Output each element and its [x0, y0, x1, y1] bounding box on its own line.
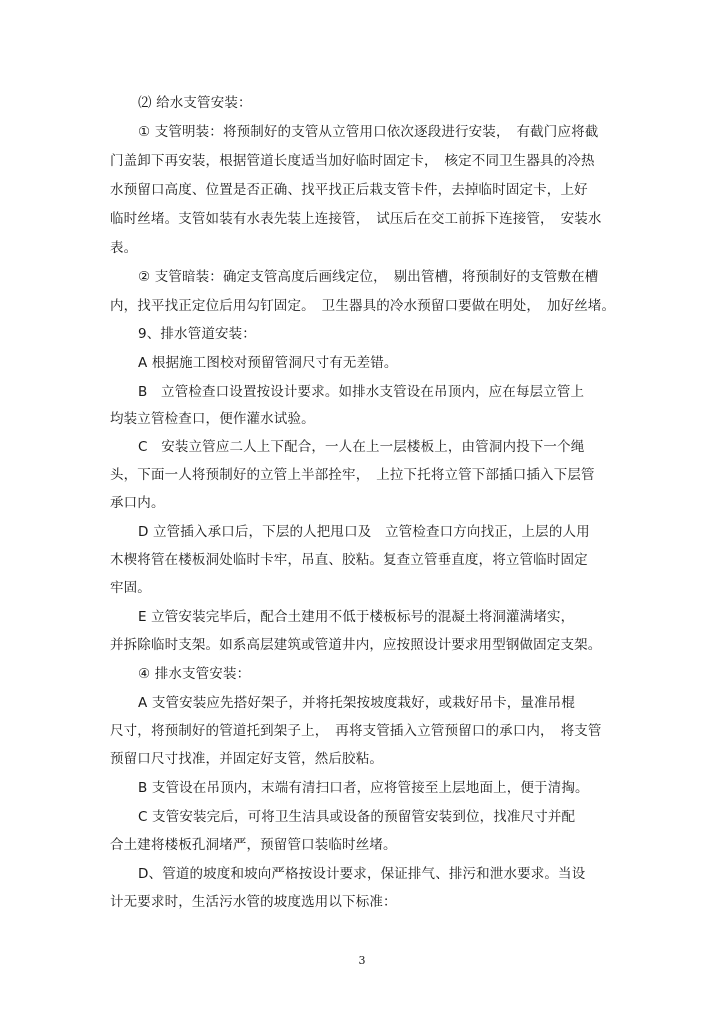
text-line: 临时丝堵。支管如装有水表先装上连接管， 试压后在交工前拆下连接管， 安装水	[110, 211, 602, 227]
text-line: C 支管安装完后，可将卫生洁具或设备的预留管安装到位，找准尺寸并配	[138, 809, 576, 825]
text-line: D 立管插入承口后，下层的人把甩口及 立管检查口方向找正，上层的人用	[138, 524, 590, 540]
text-line: B 立管检查口设置按设计要求。如排水支管设在吊顶内，应在每层立管上	[138, 384, 585, 400]
text-line: 水预留口高度、位置是否正确、找平找正后栽支管卡件，去掉临时固定卡，上好	[110, 182, 588, 198]
text-line: 表。	[110, 240, 138, 256]
section-heading: ④ 排水支管安装：	[138, 666, 251, 682]
text-line: A 支管安装应先搭好架子，并将托架按坡度栽好，或栽好吊卡，量准吊棍	[138, 695, 575, 711]
text-line: ① 支管明装：将预制好的支管从立管用口依次逐段进行安装， 有截门应将截	[138, 124, 599, 140]
text-line: 并拆除临时支架。如系高层建筑或管道井内，应按照设计要求用型钢做固定支架。	[110, 637, 602, 653]
text-line: C 安装立管应二人上下配合，一人在上一层楼板上，由管洞内投下一个绳	[138, 439, 585, 455]
text-line: ② 支管暗装：确定支管高度后画线定位， 剔出管槽，将预制好的支管敷在槽	[138, 269, 599, 285]
text-line: 木楔将管在楼板洞处临时卡牢，吊直、胶粘。复查立管垂直度，将立管临时固定	[110, 552, 588, 568]
text-line: B 支管设在吊顶内，末端有清扫口者，应将管接至上层地面上，便于清掏。	[138, 780, 589, 796]
text-line: ⑵ 给水支管安装：	[138, 95, 252, 111]
text-line: A 根据施工图校对预留管洞尺寸有无差错。	[138, 355, 398, 371]
text-line: 内，找平找正定位后用勾钉固定。 卫生器具的冷水预留口要做在明处， 加好丝堵。	[110, 298, 616, 314]
text-line: 预留口尺寸找准，并固定好支管，然后胶粘。	[110, 751, 383, 767]
text-line: 承口内。	[110, 495, 165, 511]
text-line: E 立管安装完毕后，配合土建用不低于楼板标号的混凝土将洞灌满堵实，	[138, 609, 575, 625]
text-line: 门盖卸下再安装，根据管道长度适当加好临时固定卡， 核定不同卫生器具的冷热	[110, 153, 595, 169]
text-line: 尺寸，将预制好的管道托到架子上， 再将支管插入立管预留口的承口内， 将支管	[110, 723, 602, 739]
page-number: 3	[358, 954, 366, 967]
text-line: 均装立管检查口，便作灌水试验。	[110, 411, 315, 427]
text-line: 计无要求时，生活污水管的坡度选用以下标准：	[110, 894, 397, 910]
section-heading: 9、排水管道安装：	[138, 326, 256, 342]
text-line: 头，下面一人将预制好的立管上半部拴牢， 上拉下托将立管下部插口插入下层管	[110, 467, 595, 483]
text-line: 牢固。	[110, 580, 151, 596]
text-line: D、管道的坡度和坡向严格按设计要求，保证排气、排污和泄水要求。当设	[138, 866, 586, 882]
text-line: 合土建将楼板孔洞堵严，预留管口装临时丝堵。	[110, 837, 397, 853]
